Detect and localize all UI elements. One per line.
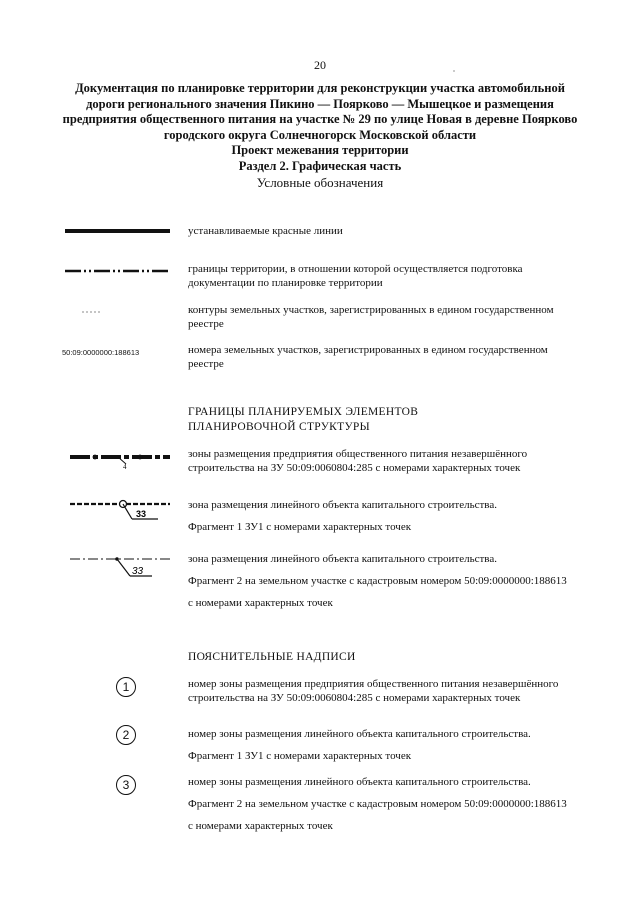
explanatory-item-line: строительства на ЗУ 50:09:0060804:285 с номерами характерных точек [188, 692, 521, 704]
title-line: городского округа Солнечногорск Московской области [163, 127, 477, 142]
zone1-line: зоны размещения предприятия общественного питания незавершённого [188, 448, 528, 460]
zone-number-circle-2: 2 [116, 725, 136, 745]
explanatory-item-line: Фрагмент 1 ЗУ1 с номерами характерных точек [188, 750, 412, 762]
explanatory-item-1 [188, 677, 608, 705]
zone2-line: Фрагмент 1 ЗУ1 с номерами характерных точек [188, 521, 412, 533]
explanatory-item-2 [188, 723, 608, 767]
title-line: Раздел 2. Графическая часть [238, 158, 402, 173]
parcel-numbers-label [188, 343, 608, 371]
zone3-symbol [60, 550, 180, 582]
zone1-line: строительства на ЗУ 50:09:0060804:285 с номерами характерных точек [188, 462, 521, 474]
explanatory-item-3 [188, 771, 608, 837]
zone-number-circle-1: 1 [116, 677, 136, 697]
zone3-line: с номерами характерных точек [188, 597, 333, 609]
explanatory-item-line: номер зоны размещения предприятия общественного питания незавершённого [188, 678, 559, 690]
page-number: 20 [314, 58, 326, 72]
parcel-numbers-line: номера земельных участков, зарегистрированных в едином государственном [188, 344, 548, 356]
zone2-label [188, 494, 608, 538]
zone3-line: Фрагмент 2 на земельном участке с кадастровым номером 50:09:0000000:188613 [188, 575, 567, 587]
parcel-numbers-line: реестре [188, 358, 224, 370]
zone1-point-number: 4 [123, 463, 127, 470]
zone2-point-number: 33 [136, 509, 147, 519]
boundaries-heading-line: ГРАНИЦЫ ПЛАНИРУЕМЫХ ЭЛЕМЕНТОВ [188, 406, 419, 418]
territory-border-symbol [60, 266, 180, 276]
zone3-line: зона размещения линейного объекта капитального строительства. [188, 553, 497, 565]
zone-number-circle-3: 3 [116, 775, 136, 795]
zone1-label [188, 447, 608, 475]
zone2-symbol [60, 494, 180, 526]
zone2-line: зона размещения линейного объекта капитального строительства. [188, 499, 497, 511]
document-title [40, 81, 600, 175]
zone3-point-number: 33 [132, 566, 144, 577]
explanatory-item-line: с номерами характерных точек [188, 820, 333, 832]
territory-border-line: документации по планировке территории [188, 277, 383, 289]
zone3-label [188, 548, 608, 614]
explanatory-item-line: номер зоны размещения линейного объекта капитального строительства. [188, 728, 531, 740]
parcel-contour-symbol [60, 308, 180, 316]
explanatory-heading: ПОЯСНИТЕЛЬНЫЕ НАДПИСИ [188, 651, 356, 663]
territory-border-label [188, 262, 608, 290]
parcel-contours-line: реестре [188, 318, 224, 330]
boundaries-heading-line: ПЛАНИРОВОЧНОЙ СТРУКТУРЫ [188, 421, 370, 433]
parcel-contours-label [188, 303, 608, 331]
red-line-symbol [60, 226, 180, 236]
parcel-number-sample: 50:09:0000000:188613 [62, 348, 140, 357]
title-line: Проект межевания территории [231, 143, 409, 158]
boundaries-heading [188, 405, 418, 435]
explanatory-item-line: номер зоны размещения линейного объекта капитального строительства. [188, 776, 531, 788]
parcel-contours-line: контуры земельных участков, зарегистрированных в едином государственном [188, 304, 554, 316]
title-line: дороги регионального значения Пикино — Поярково — Мышецкое и размещения [86, 96, 554, 111]
title-line: Документация по планировке территории для реконструкции участка автомобильной [75, 81, 565, 95]
red-lines-label: устанавливаемые красные линии [188, 225, 343, 237]
territory-border-line: границы территории, в отношении которой осуществляется подготовка [188, 263, 523, 275]
explanatory-item-line: Фрагмент 2 на земельном участке с кадастровым номером 50:09:0000000:188613 [188, 798, 567, 810]
zone1-symbol [60, 448, 180, 470]
title-line: предприятия общественного питания на участке № 29 по улице Новая в деревне Поярково [62, 112, 578, 127]
legend-subtitle: Условные обозначения [256, 175, 384, 190]
